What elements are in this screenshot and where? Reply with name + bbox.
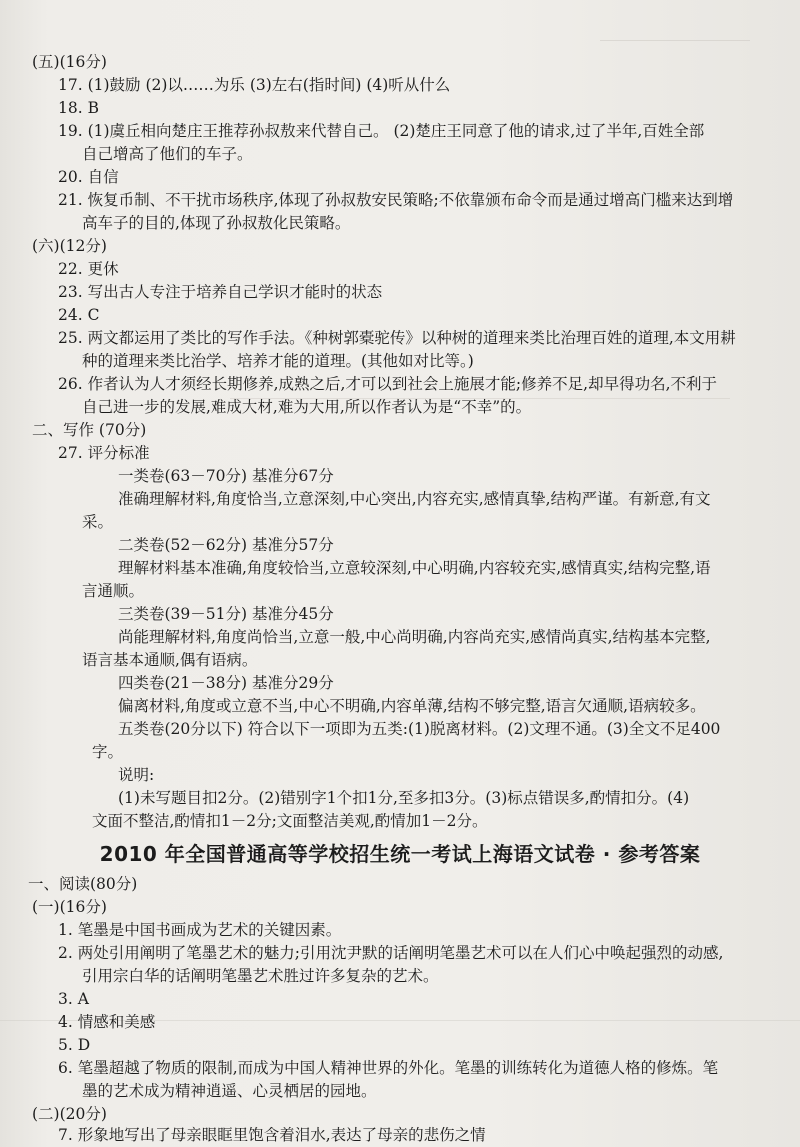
- section-header: 一、阅读(80分): [28, 875, 138, 893]
- section-header: 二、写作 (70分): [32, 421, 147, 439]
- grade-description: 理解材料基本准确,角度较恰当,立意较深刻,中心明确,内容较充实,感情真实,结构完整,语: [118, 559, 711, 577]
- answer-item: 7. 形象地写出了母亲眼眶里饱含着泪水,表达了母亲的悲伤之情: [58, 1126, 486, 1144]
- answer-item: 23. 写出古人专注于培养自己学识才能时的状态: [58, 283, 383, 301]
- grade-title: 一类卷(63－70分) 基准分67分: [118, 467, 334, 485]
- section-header: (一)(16分): [32, 898, 107, 916]
- answer-item: 1. 笔墨是中国书画成为艺术的关键因素。: [58, 921, 342, 939]
- answer-item-continuation: 墨的艺术成为精神逍遥、心灵栖居的园地。: [82, 1082, 377, 1100]
- answer-item: 21. 恢复币制、不干扰市场秩序,体现了孙叔敖安民策略;不依靠颁布命令而是通过增高门槛来达到增: [58, 191, 734, 209]
- answer-item: 18. B: [58, 99, 99, 117]
- answer-item: 6. 笔墨超越了物质的限制,而成为中国人精神世界的外化。笔墨的训练转化为道德人格的修炼。笔: [58, 1059, 719, 1077]
- grade-description: 准确理解材料,角度恰当,立意深刻,中心突出,内容充实,感情真挚,结构严谨。有新意,有文: [118, 490, 711, 508]
- answer-item: 27. 评分标准: [58, 444, 150, 462]
- answer-item: 22. 更休: [58, 260, 119, 278]
- answer-item-continuation: 引用宗白华的话阐明笔墨艺术胜过许多复杂的艺术。: [82, 967, 439, 985]
- page-title: 2010 年全国普通高等学校招生统一考试上海语文试卷 · 参考答案: [99, 842, 701, 866]
- grade-description-continuation: 言通顺。: [82, 582, 145, 600]
- answer-item-continuation: 自己进一步的发展,难成大材,难为大用,所以作者认为是“不幸”的。: [82, 398, 532, 416]
- note-text: (1)未写题目扣2分。(2)错别字1个扣1分,至多扣3分。(3)标点错误多,酌情扣分。(4): [118, 789, 690, 807]
- bleed-through-mark: [600, 40, 750, 55]
- answer-item: 3. A: [58, 990, 89, 1008]
- answer-item: 2. 两处引用阐明了笔墨艺术的魅力;引用沈尹默的话阐明笔墨艺术可以在人们心中唤起强烈的动感,: [58, 944, 724, 962]
- answer-item: 26. 作者认为人才须经长期修养,成熟之后,才可以到社会上施展才能;修养不足,却早得功名,不利于: [58, 375, 718, 393]
- grade-title: 二类卷(52－62分) 基准分57分: [118, 536, 334, 554]
- grade-description: 偏离材料,角度或立意不当,中心不明确,内容单薄,结构不够完整,语言欠通顺,语病较多。: [118, 697, 706, 715]
- grade-description-continuation: 字。: [92, 743, 124, 761]
- answer-item-continuation: 高车子的目的,体现了孙叔敖化民策略。: [82, 214, 351, 232]
- grade-title: 三类卷(39－51分) 基准分45分: [118, 605, 334, 623]
- grade-description-continuation: 语言基本通顺,偶有语病。: [82, 651, 258, 669]
- answer-item-continuation: 种的道理来类比治学、培养才能的道理。(其他如对比等。): [82, 352, 474, 370]
- answer-item: 25. 两文都运用了类比的写作手法。《种树郭橐驼传》以种树的道理来类比治理百姓的道理,本文用耕: [58, 329, 736, 347]
- answer-item-continuation: 自己增高了他们的车子。: [82, 145, 253, 163]
- answer-item: 17. (1)鼓励 (2)以……为乐 (3)左右(指时间) (4)听从什么: [58, 76, 451, 94]
- grade-description-continuation: 采。: [82, 513, 114, 531]
- section-header: (二)(20分): [32, 1105, 107, 1123]
- answer-item: 5. D: [58, 1036, 91, 1054]
- note-text-continuation: 文面不整洁,酌情扣1－2分;文面整洁美观,酌情加1－2分。: [92, 812, 488, 830]
- grade-description: 尚能理解材料,角度尚恰当,立意一般,中心尚明确,内容尚充实,感情尚真实,结构基本完整,: [118, 628, 711, 646]
- answer-item: 4. 情感和美感: [58, 1013, 156, 1031]
- section-header: (五)(16分): [32, 53, 107, 71]
- section-header: (六)(12分): [32, 237, 107, 255]
- answer-item: 24. C: [58, 306, 100, 324]
- answer-item: 19. (1)虞丘相向楚庄王推荐孙叔敖来代替自己。 (2)楚庄王同意了他的请求,过了半年,百姓全部: [58, 122, 705, 140]
- note-title: 说明:: [118, 766, 155, 784]
- grade-title: 五类卷(20分以下) 符合以下一项即为五类:(1)脱离材料。(2)文理不通。(3)全文不足400: [118, 720, 721, 738]
- grade-title: 四类卷(21－38分) 基准分29分: [118, 674, 334, 692]
- answer-item: 20. 自信: [58, 168, 119, 186]
